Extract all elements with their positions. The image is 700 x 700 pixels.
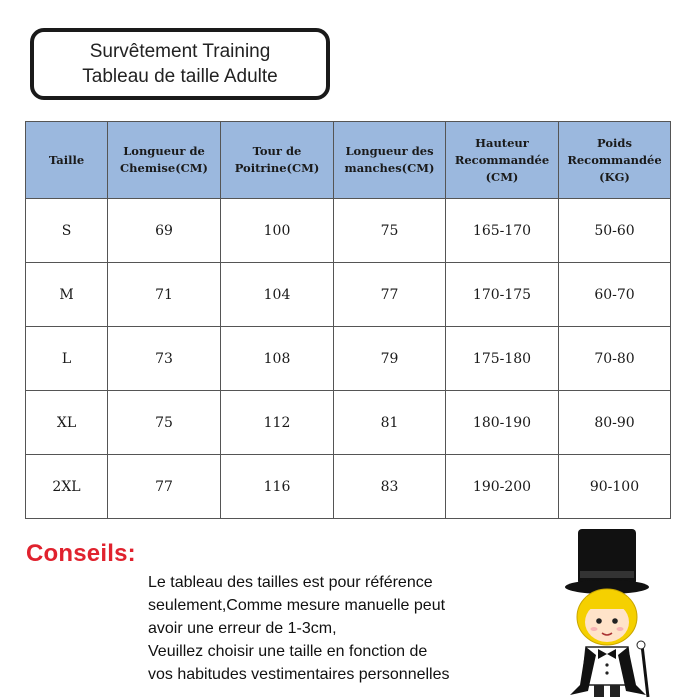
table-cell: 108 <box>221 327 334 391</box>
table-cell: 2XL <box>26 455 108 519</box>
advice-line: Le tableau des tailles est pour référence <box>148 574 433 591</box>
table-cell: 100 <box>221 199 334 263</box>
table-cell: 116 <box>221 455 334 519</box>
advice-line: avoir une erreur de 1-3cm, <box>148 620 337 637</box>
table-cell: 60-70 <box>559 263 671 327</box>
header-tour-poitrine: Tour de Poitrine(CM) <box>221 122 334 199</box>
table-cell: 69 <box>108 199 221 263</box>
table-cell: 73 <box>108 327 221 391</box>
table-row <box>26 455 671 519</box>
advice-line: seulement,Comme mesure manuelle peut <box>148 597 446 614</box>
table-cell: 90-100 <box>559 455 671 519</box>
table-cell: 81 <box>334 391 446 455</box>
size-table <box>25 121 671 519</box>
table-cell: 71 <box>108 263 221 327</box>
header-longueur-chemise: Longueur de Chemise(CM) <box>108 122 221 199</box>
table-cell: 77 <box>334 263 446 327</box>
table-cell: 180-190 <box>446 391 559 455</box>
advice-line: vos habitudes vestimentaires personnelles <box>148 666 450 683</box>
table-cell: 175-180 <box>446 327 559 391</box>
advice-title: Conseils: <box>26 540 136 567</box>
table-cell: 50-60 <box>559 199 671 263</box>
table-cell: M <box>26 263 108 327</box>
table-cell: 79 <box>334 327 446 391</box>
table-cell: 104 <box>221 263 334 327</box>
table-row <box>26 263 671 327</box>
table-cell: XL <box>26 391 108 455</box>
advice-line: Veuillez choisir une taille en fonction de <box>148 643 428 660</box>
table-row <box>26 391 671 455</box>
header-longueur-manches: Longueur des manches(CM) <box>334 122 446 199</box>
table-cell: 77 <box>108 455 221 519</box>
title-line-1: Survêtement Training <box>89 41 271 62</box>
table-cell: 80-90 <box>559 391 671 455</box>
table-cell: 75 <box>108 391 221 455</box>
table-cell: 70-80 <box>559 327 671 391</box>
advice-text <box>148 571 548 686</box>
table-cell: S <box>26 199 108 263</box>
title-box <box>30 28 330 100</box>
magician-mascot-icon <box>548 525 668 700</box>
table-cell: 83 <box>334 455 446 519</box>
table-cell: 190-200 <box>446 455 559 519</box>
table-cell: 112 <box>221 391 334 455</box>
table-cell: 170-175 <box>446 263 559 327</box>
table-cell: 75 <box>334 199 446 263</box>
title-line-2: Tableau de taille Adulte <box>82 66 278 87</box>
header-taille: Taille <box>26 122 108 199</box>
header-poids: Poids Recommandée (KG) <box>559 122 671 199</box>
table-cell: 165-170 <box>446 199 559 263</box>
table-row <box>26 199 671 263</box>
table-cell: L <box>26 327 108 391</box>
header-hauteur: Hauteur Recommandée (CM) <box>446 122 559 199</box>
table-header-row <box>26 122 671 199</box>
table-row <box>26 327 671 391</box>
